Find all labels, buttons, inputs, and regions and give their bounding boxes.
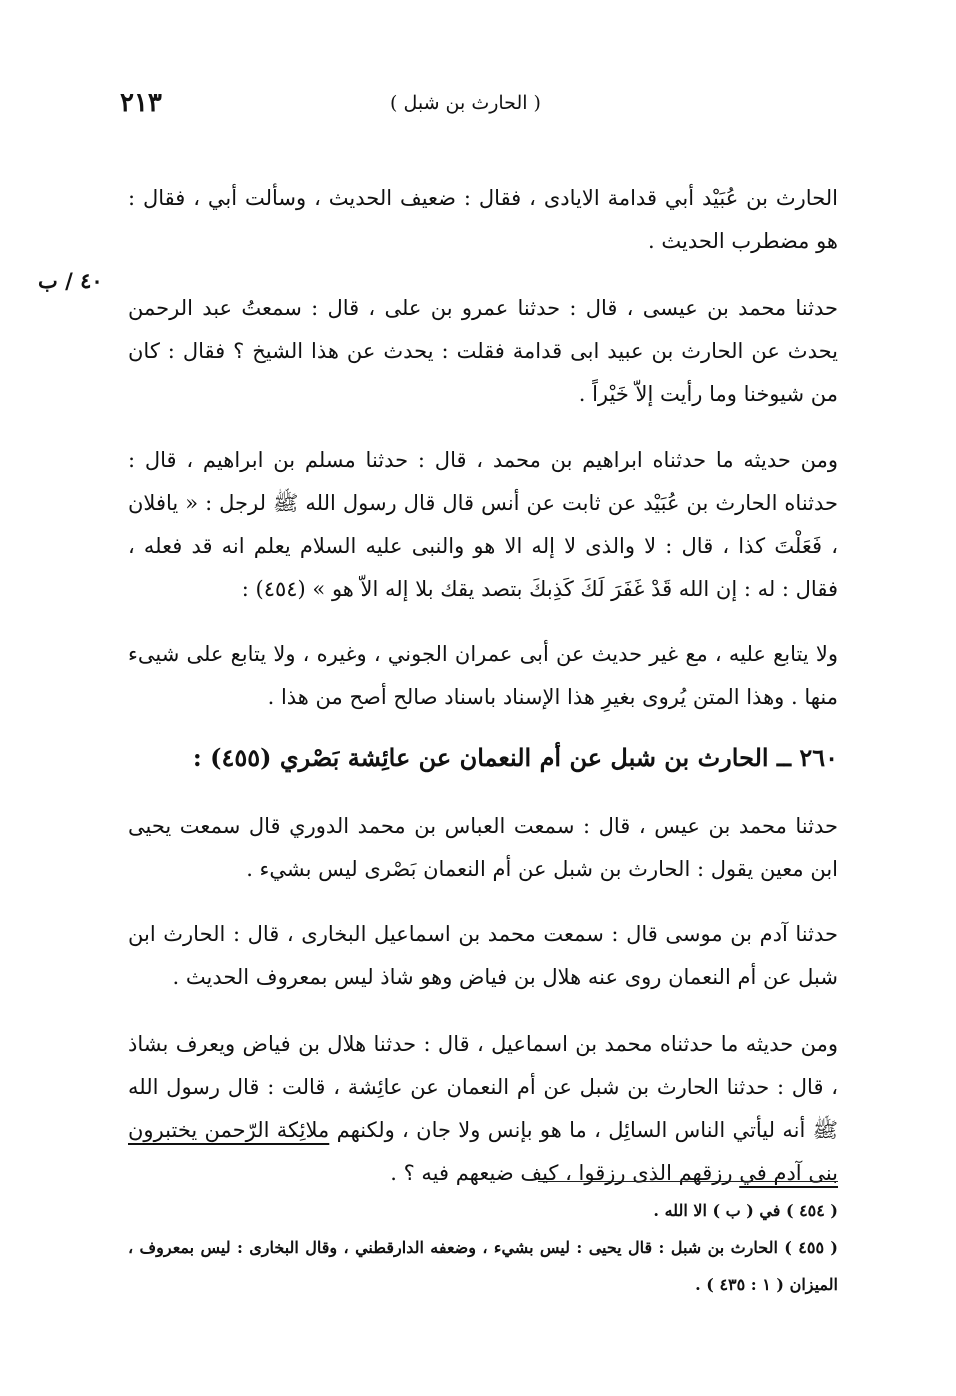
footnote-separator xyxy=(538,1181,838,1182)
paragraph-4: ولا يتابع عليه ، مع غير حديث عن أبى عمران الجوني ، وغيره ، ولا يتابع على شيىء منها . وهذا المتن يُروى بغيرِ هذا الإسناد باسناد صالح أصح من هذا . xyxy=(128,642,838,709)
entry-heading: ٢٦٠ ــ الحارث بن شبل عن أم النعمان عن عائِشة بَصْري (٤٥٥) : xyxy=(192,743,838,772)
manuscript-folio-note: ٤٠ / ب xyxy=(38,268,103,293)
footnotes xyxy=(128,1192,838,1303)
paragraph-7-text: ومن حديثه ما حدثناه محمد بن اسماعيل ، قال : حدثنا هلال بن فياض ويعرف بشاذ ، قال : حدثنا الحارث بن شبل عن أم النعمان عن عائِشة ، قالت : قال رسول الله ﷺ أنه ليأتي الناس السائِل ، ما هو بإنس ولا جان ، ولكنهم xyxy=(128,1032,838,1142)
page-number: ٢١٣ xyxy=(120,88,162,118)
running-title: ( الحارث بن شبل ) xyxy=(390,92,541,114)
paragraph-1: الحارث بن عُبَيْد أبي قدامة الايادى ، فقال : ضعيف الحديث ، وسألت أبي ، فقال : هو مضطرب الحديث . xyxy=(128,186,838,253)
paragraph-7 xyxy=(128,1023,838,1195)
paragraph-7-ending: رزقهم الذى رزقوا ، كيف ضيعهم فيه ؟ . xyxy=(390,1161,740,1185)
page-header xyxy=(120,88,840,124)
paragraph-5: حدثنا محمد بن عيس ، قال : سمعت العباس بن محمد الدوري قال سمعت يحيى ابن معين يقول : الحارث بن شبل عن أم النعمان بَصْرى ليس بشيء . xyxy=(128,814,838,881)
underlined-phrase: ملائِكة الرّحمن يختبرون بنى آدم في xyxy=(128,1118,838,1185)
footnote-454: ( ٤٥٤ ) في ( ب ) الا الله . xyxy=(653,1201,838,1220)
paragraph-6: حدثنا آدم بن موسى قال : سمعت محمد بن اسماعيل البخارى ، قال : الحارث ابن شبل عن أم النعمان روى عنه هلال بن فياض وهو شاذ ليس بمعروف الحديث . xyxy=(128,922,838,989)
paragraph-2: حدثنا محمد بن عيسى ، قال : حدثنا عمرو بن على ، قال : سمعتُ عبد الرحمن يحدث عن الحارث بن عبيد ابى قدامة فقلت : يحدث عن هذا الشيخ ؟ فقال : كان من شيوخنا وما رأيت إلاّ خَيْراً . xyxy=(128,296,838,406)
footnote-455: ( ٤٥٥ ) الحارث بن شبل : قال يحيى : ليس بشيء ، وضعفه الدارقطني ، وقال البخارى : ليس بمعروف ، الميزان ( ١ : ٤٣٥ ) . xyxy=(128,1238,839,1294)
paragraph-3: ومن حديثه ما حدثناه ابراهيم بن محمد ، قال : حدثنا مسلم بن ابراهيم ، قال : حدثناه الحارث بن عُبَيْد عن ثابت عن أنس قال قال رسول الله ﷺ لرجل : « يافلان ، فَعَلْتَ كذا ، قال : لا والذى لا إله الا هو والنبى عليه السلام يعلم انه قد فعله ، فقال : له : إن الله قَدْ غَفَرَ لَكَ كَذِبكَ بتصد يقك بلا إله الاّ هو » (٤٥٤) : xyxy=(128,448,838,601)
